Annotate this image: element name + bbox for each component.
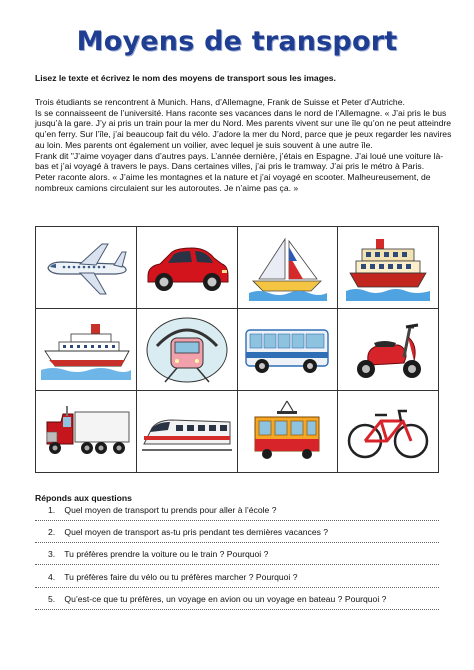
question-item	[48, 572, 443, 582]
picture-cell	[338, 391, 439, 473]
picture-cell	[136, 227, 237, 309]
question-number: 1.	[48, 505, 56, 515]
picture-cell	[237, 309, 338, 391]
question-text: Quel moyen de transport tu prends pour aller à l’école ?	[64, 505, 277, 515]
sailboat-icon	[247, 235, 327, 301]
picture-cell	[237, 227, 338, 309]
picture-grid	[35, 226, 439, 473]
question-item	[48, 549, 443, 559]
question-item	[48, 594, 443, 604]
reading-text	[35, 97, 455, 193]
paragraph: Frank dit "J’aime voyager dans d’autres pays. L’année dernière, j’étais en Espagne. J’ai loué une voiture là-bas et j’ai voyagé à travers le pays. Dans certaines villes, j’ai pris le tramway. J’ai pris le métro à Paris.	[35, 150, 444, 172]
page-title: Moyens de transport	[76, 26, 398, 57]
high-speed-train-icon	[142, 404, 232, 460]
bus-icon	[242, 322, 332, 378]
answer-line[interactable]	[35, 520, 439, 521]
picture-cell	[338, 309, 439, 391]
question-text: Tu préfères faire du vélo ou tu préfères marcher ? Pourquoi ?	[64, 572, 298, 582]
metro-train-icon	[145, 316, 229, 384]
answer-line[interactable]	[35, 542, 439, 543]
airplane-icon	[42, 238, 130, 298]
question-number: 5.	[48, 594, 56, 604]
picture-cell	[36, 391, 137, 473]
question-number: 2.	[48, 527, 56, 537]
questions-title: Réponds aux questions	[35, 493, 132, 503]
question-number: 4.	[48, 572, 56, 582]
cruise-ship-icon	[41, 320, 131, 380]
paragraph: Peter raconte alors. « J’aime les montagnes et la nature et j’ai voyagé en scooter. Malheureusement, de nombreux camions circulaient sur les autoroutes. Je n’aime pas ça. »	[35, 171, 431, 193]
answer-line[interactable]	[35, 609, 439, 610]
question-item	[48, 505, 443, 515]
answer-line[interactable]	[35, 587, 439, 588]
ferry-icon	[346, 235, 430, 301]
question-text: Tu préfères prendre la voiture ou le train ? Pourquoi ?	[64, 549, 269, 559]
question-text: Quel moyen de transport as-tu pris pendant tes dernières vacances ?	[64, 527, 329, 537]
picture-cell	[36, 227, 137, 309]
picture-cell	[36, 309, 137, 391]
question-number: 3.	[48, 549, 56, 559]
car-icon	[142, 238, 232, 298]
truck-icon	[41, 402, 131, 462]
paragraph: Trois étudiants se rencontrent à Munich. Hans, d’Allemagne, Frank de Suisse et Peter d’Autriche.	[35, 97, 405, 107]
answer-line[interactable]	[35, 564, 439, 565]
picture-cell	[338, 227, 439, 309]
bicycle-icon	[345, 401, 431, 463]
picture-cell	[237, 391, 338, 473]
question-text: Qu’est-ce que tu préfères, un voyage en avion ou un voyage en bateau ? Pourquoi ?	[64, 594, 387, 604]
picture-cell	[136, 309, 237, 391]
tram-icon	[247, 399, 327, 465]
scooter-icon	[348, 317, 428, 383]
paragraph: Is se connaisseent de l’université. Hans raconte ses vacances dans le nord de l’Allemagne. « J’ai pris le bus jusqu’à la gare. J’y ai pris un train pour la mer du Nord. Mes parents vivent sur une île qu’on ne peut atteindre qu’en ferry. Sur l’île, j’ai beaucoup fait du vélo. J’adore la mer du Nord, parce que je peux regarder les navires au loin. Mes parents ont également un voilier, avec lequel je suis souvent à une autre île.	[35, 107, 452, 150]
question-item	[48, 527, 443, 537]
picture-cell	[136, 391, 237, 473]
instructions: Lisez le texte et écrivez le nom des moyens de transport sous les images.	[35, 73, 336, 83]
